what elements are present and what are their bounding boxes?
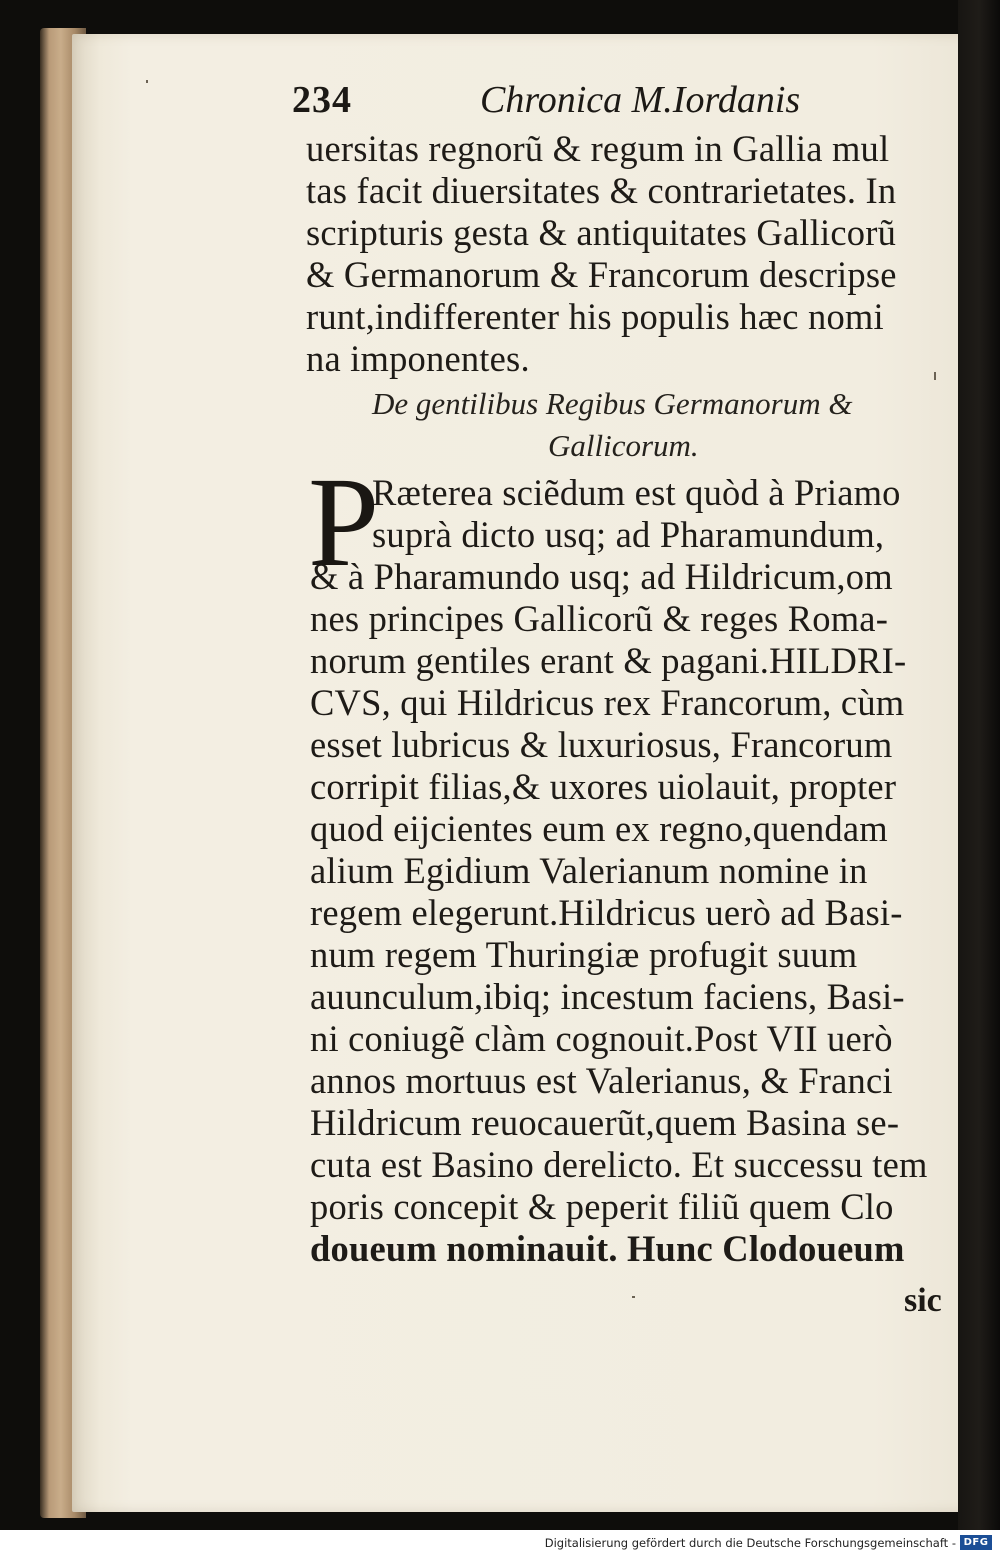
digitization-credit: Digitalisierung gefördert durch die Deutsche Forschungsgemeinschaft - [544,1536,956,1550]
section-heading-line-1: De gentilibus Regibus Germanorum & [372,386,853,421]
text-line: doueum nominauit. Hunc Clodoueum [310,1228,905,1269]
text-line: tas facit diuersitates & contrarietates. In [306,170,897,211]
paper-speck [146,80,148,83]
text-line: cuta est Basino derelicto. Et successu tem [310,1144,928,1185]
text-line: corripit filias,& uxores uiolauit, propter [310,766,897,807]
text-line: quod eijcientes eum ex regno,quendam [310,808,888,849]
text-line: nes principes Gallicorũ & reges Roma- [310,598,889,639]
paper-speck [934,372,936,380]
book-spine-shadow [958,0,1000,1530]
text-line: scripturis gesta & antiquitates Gallicorũ [306,212,897,253]
text-line: auunculum,ibiq; incestum faciens, Basi- [310,976,905,1017]
text-line: na imponentes. [306,338,530,379]
text-line: uersitas regnorũ & regum in Gallia mul [306,128,890,169]
drop-cap-initial: P [308,451,380,593]
page-number: 234 [292,79,352,121]
running-title: Chronica M.Iordanis [480,79,801,121]
text-line: num regem Thuringiæ profugit suum [310,934,858,975]
text-line: esset lubricus & luxuriosus, Francorum [310,724,893,765]
text-line: & à Pharamundo usq; ad Hildricum,om [310,556,893,597]
paper-speck [632,1296,635,1298]
section-heading-line-2: Gallicorum. [548,428,699,463]
text-line: annos mortuus est Valerianus, & Franci [310,1060,893,1101]
text-line: runt,indifferenter his populis hæc nomi [306,296,884,337]
text-line: poris concepit & peperit filiũ quem Clo [310,1186,894,1227]
text-line: Hildricum reuocauerũt,quem Basina se- [310,1102,900,1143]
text-line: ni coniugẽ clàm cognouit.Post VII uerò [310,1018,893,1059]
text-line: alium Egidium Valerianum nomine in [310,850,868,891]
text-line: & Germanorum & Francorum descripse [306,254,897,295]
text-line: suprà dicto usq; ad Pharamundum, [372,514,885,555]
text-line: Ræterea sciẽdum est quòd à Priamo [372,472,901,513]
dfg-logo: DFG [960,1535,992,1550]
text-line: regem elegerunt.Hildricus uerò ad Basi- [310,892,903,933]
text-line: CVS, qui Hildricus rex Francorum, cùm [310,682,905,723]
catchword: sic [904,1282,942,1319]
text-line: norum gentiles erant & pagani.HILDRI- [310,640,907,681]
